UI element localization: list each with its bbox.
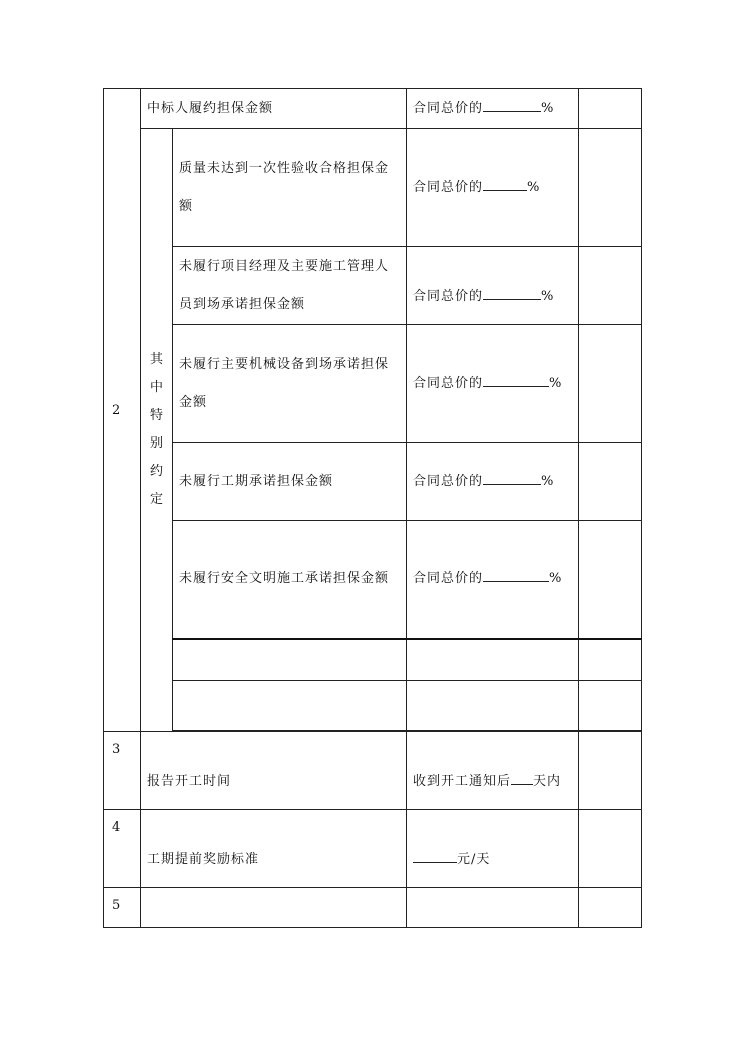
special-item-value: 合同总价的 % bbox=[407, 325, 579, 443]
contract-terms-table bbox=[103, 88, 642, 928]
remark-cell bbox=[579, 681, 642, 731]
empty-cell bbox=[173, 639, 407, 681]
fill-blank[interactable] bbox=[483, 372, 549, 387]
row-number-4: 4 bbox=[104, 810, 141, 888]
remark-cell bbox=[579, 888, 642, 928]
special-item-value: 合同总价的 % bbox=[407, 129, 579, 247]
table-row bbox=[104, 247, 642, 325]
remark-cell bbox=[579, 89, 642, 129]
special-item-value: 合同总价的 % bbox=[407, 443, 579, 521]
special-item-label: 质量未达到一次性验收合格担保金额 bbox=[173, 129, 407, 247]
remark-cell bbox=[579, 810, 642, 888]
special-item-label: 未履行主要机械设备到场承诺担保金额 bbox=[173, 325, 407, 443]
fill-blank[interactable] bbox=[483, 97, 541, 112]
row-number-5: 5 bbox=[104, 888, 141, 928]
table-row bbox=[104, 521, 642, 639]
special-item-value: 合同总价的 % bbox=[407, 521, 579, 639]
early-completion-reward-label: 工期提前奖励标准 bbox=[141, 810, 407, 888]
table-row bbox=[104, 639, 642, 681]
special-agreement-heading: 其中特别约定 bbox=[141, 129, 173, 732]
fill-blank[interactable] bbox=[483, 176, 527, 191]
special-item-value: 合同总价的 % bbox=[407, 247, 579, 325]
table-row bbox=[104, 325, 642, 443]
table-row bbox=[104, 89, 642, 129]
remark-cell bbox=[579, 129, 642, 247]
remark-cell bbox=[579, 639, 642, 681]
table-row bbox=[104, 443, 642, 521]
row-number-2: 2 bbox=[104, 89, 141, 732]
remark-cell bbox=[579, 247, 642, 325]
remark-cell bbox=[579, 732, 642, 810]
empty-cell bbox=[407, 888, 579, 928]
table-row bbox=[104, 681, 642, 731]
special-item-label: 未履行工期承诺担保金额 bbox=[173, 443, 407, 521]
start-report-value: 收到开工通知后 天内 bbox=[407, 732, 579, 810]
performance-guarantee-value: 合同总价的 % bbox=[407, 89, 579, 129]
table-row bbox=[104, 810, 642, 888]
table-row bbox=[104, 732, 642, 810]
empty-cell bbox=[173, 681, 407, 731]
remark-cell bbox=[579, 443, 642, 521]
special-item-label: 未履行项目经理及主要施工管理人员到场承诺担保金额 bbox=[173, 247, 407, 325]
fill-blank[interactable] bbox=[483, 285, 541, 300]
fill-blank[interactable] bbox=[413, 848, 457, 863]
remark-cell bbox=[579, 521, 642, 639]
empty-cell bbox=[407, 681, 579, 731]
empty-cell bbox=[141, 888, 407, 928]
remark-cell bbox=[579, 325, 642, 443]
special-item-label: 未履行安全文明施工承诺担保金额 bbox=[173, 521, 407, 639]
table-row bbox=[104, 129, 642, 247]
early-completion-reward-value: 元/天 bbox=[407, 810, 579, 888]
row-number-3: 3 bbox=[104, 732, 141, 810]
start-report-label: 报告开工时间 bbox=[141, 732, 407, 810]
table-row bbox=[104, 888, 642, 928]
fill-blank[interactable] bbox=[483, 470, 541, 485]
empty-cell bbox=[407, 639, 579, 681]
fill-blank[interactable] bbox=[483, 567, 549, 582]
fill-blank[interactable] bbox=[511, 770, 533, 785]
performance-guarantee-label: 中标人履约担保金额 bbox=[141, 89, 407, 129]
